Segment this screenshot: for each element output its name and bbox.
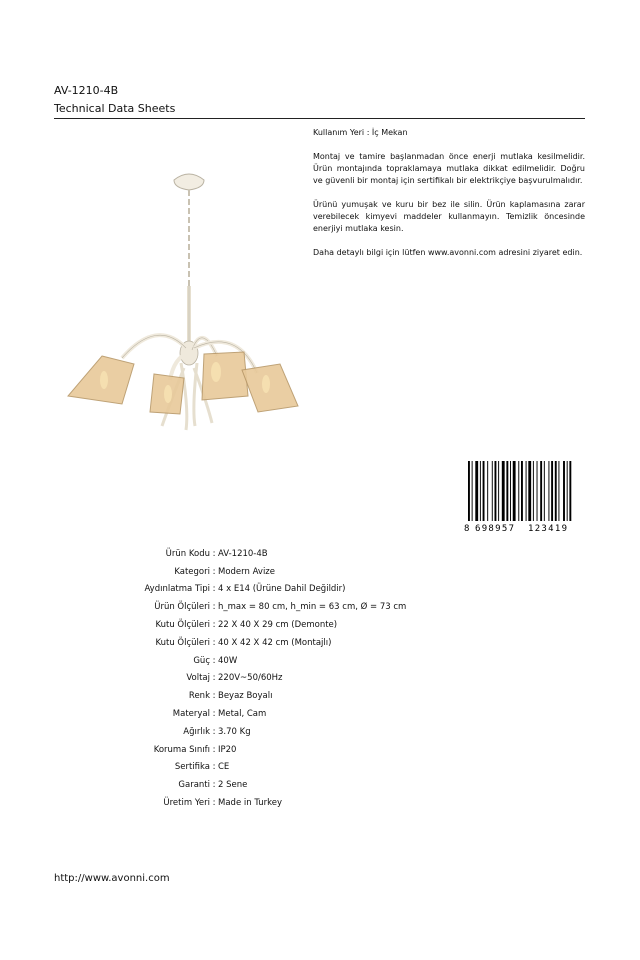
barcode-bar	[551, 461, 553, 521]
spec-row	[100, 741, 520, 759]
barcode-bar	[569, 461, 571, 521]
spec-separator: :	[212, 620, 216, 631]
barcode-group-1: 698957	[475, 524, 516, 533]
spec-table	[100, 545, 520, 812]
barcode-bar	[487, 461, 488, 521]
barcode-bar	[558, 461, 559, 521]
lamp-shade-center-right	[202, 352, 248, 400]
usage-line: Kullanım Yeri : İç Mekan	[313, 128, 408, 137]
product-code-title: AV-1210-4B	[54, 84, 119, 97]
spec-separator: :	[212, 566, 216, 577]
barcode-bar	[544, 461, 545, 521]
barcode-bar	[492, 461, 493, 521]
spec-value: CE	[218, 762, 230, 773]
website-paragraph: Daha detaylı bilgi için lütfen www.avonni.com adresini ziyaret edin.	[313, 248, 583, 257]
barcode-bar	[533, 461, 534, 521]
barcode-bar	[548, 461, 549, 521]
barcode-bar	[563, 461, 565, 521]
spec-separator: :	[212, 584, 216, 595]
spec-value: 40W	[218, 655, 238, 666]
spec-row	[100, 616, 520, 634]
barcode-bar	[498, 461, 499, 521]
spec-value: Made in Turkey	[218, 798, 282, 809]
barcode-bar	[518, 461, 519, 521]
spec-separator: :	[212, 798, 216, 809]
spec-label: Aydınlatma Tipi	[144, 584, 210, 595]
spec-label: Üretim Yeri	[163, 798, 210, 809]
spec-label: Koruma Sınıfı	[153, 744, 210, 755]
spec-separator: :	[212, 548, 216, 559]
spec-label: Ürün Ölçüleri	[154, 602, 210, 613]
spec-value: IP20	[218, 744, 237, 755]
spec-label: Renk	[188, 691, 210, 702]
spec-value: 4 x E14 (Ürüne Dahil Değildir)	[218, 584, 346, 595]
barcode-first-digit: 8	[464, 524, 470, 533]
spec-label: Ağırlık	[183, 726, 210, 737]
footer-website-link[interactable]: http://www.avonni.com	[54, 873, 170, 884]
spec-label: Garanti	[178, 780, 210, 791]
info-block	[313, 127, 585, 271]
spec-label: Materyal	[172, 709, 210, 720]
spec-row	[100, 794, 520, 812]
spec-row	[100, 652, 520, 670]
spec-label: Voltaj	[186, 673, 210, 684]
spec-value: 22 X 40 X 29 cm (Demonte)	[218, 620, 338, 631]
barcode-bar	[528, 461, 531, 521]
barcode-bar	[513, 461, 516, 521]
spec-label: Sertifika	[174, 762, 210, 773]
document-subtitle: Technical Data Sheets	[54, 102, 176, 115]
spec-row	[100, 598, 520, 616]
spec-row	[100, 545, 520, 563]
barcode-bar	[506, 461, 508, 521]
cleaning-paragraph: Ürünü yumuşak ve kuru bir bez ile silin. Ürün kaplamasına zarar verebilecek kimyevi maddeler kullanmayın. Temizlik öncesinde enerjiyi mutlaka kesin.	[313, 200, 585, 233]
spec-label: Ürün Kodu	[165, 548, 210, 559]
spec-separator: :	[212, 780, 216, 791]
lamp-shade-center-left	[150, 374, 184, 414]
spec-separator: :	[212, 655, 216, 666]
spec-row	[100, 723, 520, 741]
spec-label: Kutu Ölçüleri	[155, 637, 210, 648]
spec-row	[100, 705, 520, 723]
spec-row	[100, 670, 520, 688]
spec-value: Metal, Cam	[218, 709, 267, 720]
barcode-image	[464, 461, 586, 533]
barcode-bar	[526, 461, 527, 521]
spec-value: h_max = 80 cm, h_min = 63 cm, Ø = 73 cm	[218, 602, 407, 613]
barcode-bar	[540, 461, 542, 521]
spec-value: AV-1210-4B	[218, 548, 268, 559]
barcode-bar	[521, 461, 523, 521]
barcode-bar	[480, 461, 481, 521]
barcode-bar	[472, 461, 473, 521]
spec-row	[100, 581, 520, 599]
spec-value: 3.70 Kg	[218, 726, 251, 737]
spec-row	[100, 759, 520, 777]
spec-separator: :	[212, 673, 216, 684]
barcode-bar	[495, 461, 497, 521]
spec-separator: :	[212, 637, 216, 648]
barcode-bar	[567, 461, 568, 521]
barcode	[464, 461, 586, 533]
spec-separator: :	[212, 744, 216, 755]
chandelier-product-image	[62, 168, 308, 436]
spec-row	[100, 634, 520, 652]
spec-separator: :	[212, 691, 216, 702]
spec-value: 40 X 42 X 42 cm (Montajlı)	[218, 637, 332, 648]
spec-label: Kategori	[174, 566, 210, 577]
barcode-bar	[468, 461, 470, 521]
barcode-bar	[475, 461, 478, 521]
spec-row	[100, 776, 520, 794]
spec-value: 220V~50/60Hz	[218, 673, 283, 684]
spec-value: 2 Sene	[218, 780, 248, 791]
lamp-shade-right	[242, 364, 298, 412]
barcode-bar	[555, 461, 557, 521]
spec-row	[100, 563, 520, 581]
safety-paragraph: Montaj ve tamire başlanmadan önce enerji mutlaka kesilmelidir. Ürün montajında topraklamaya mutlaka dikkat edilmelidir. Doğru ve güvenli bir montaj için sertifikalı bir elektrikçiye başvurulmalıdır.	[313, 152, 585, 185]
spec-value: Modern Avize	[218, 566, 275, 577]
barcode-bar	[537, 461, 538, 521]
spec-separator: :	[212, 602, 216, 613]
spec-separator: :	[212, 709, 216, 720]
spec-separator: :	[212, 762, 216, 773]
barcode-bar	[502, 461, 505, 521]
spec-separator: :	[212, 726, 216, 737]
lamp-shade-left	[68, 356, 134, 404]
spec-label: Kutu Ölçüleri	[155, 620, 210, 631]
header-divider	[54, 118, 585, 119]
barcode-bar	[510, 461, 511, 521]
spec-value: Beyaz Boyalı	[218, 691, 273, 702]
barcode-bar	[483, 461, 485, 521]
spec-label: Güç	[193, 655, 210, 666]
barcode-group-2: 123419	[528, 524, 569, 533]
spec-row	[100, 687, 520, 705]
